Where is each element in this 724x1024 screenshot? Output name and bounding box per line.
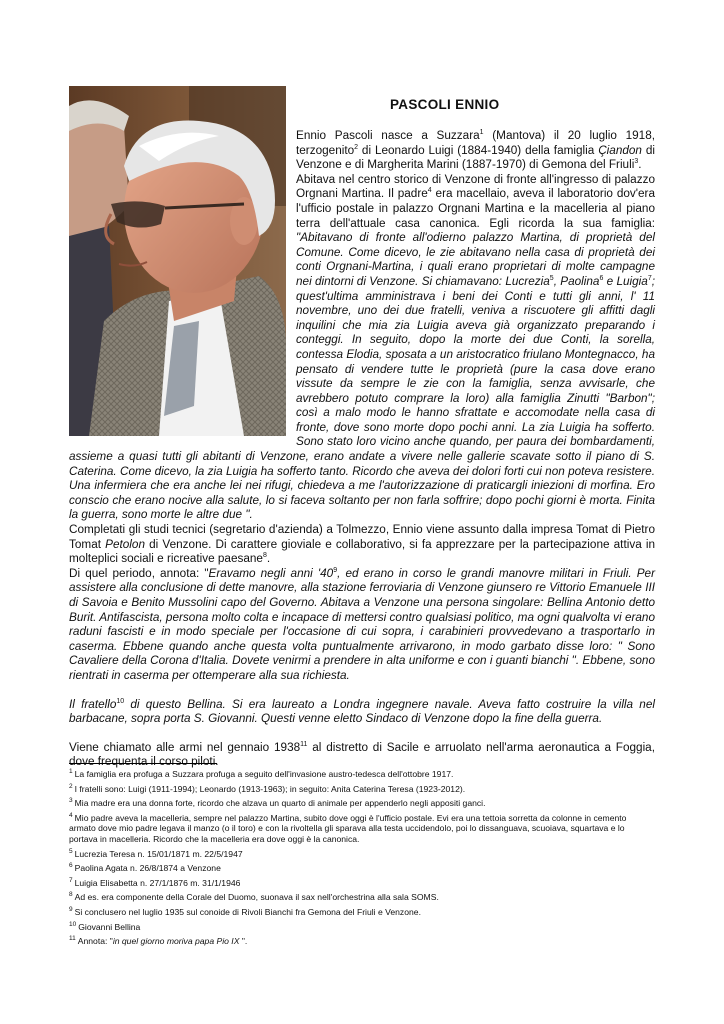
text-run: Mio padre aveva la macelleria, sempre nel palazzo Martina, subito dove oggi è l'ufficio postale. Evi era una tettoia sorretta da colonne in cemento armato dove mio padre legava il manzo (o il toro) e con la rivoltella gli sparava alla testa uccidendolo, poi lo dissanguava, scuoiava, squartava e lo portava in macelleria. Ricordo che la macelleria era dove oggi è la canonica. (69, 812, 627, 844)
footnote-text (73, 878, 241, 888)
page-title: PASCOLI ENNIO (390, 97, 500, 112)
footnote-item (69, 798, 655, 809)
italic-run: di questo Bellina. Si era laureato a Londra ingegnere navale. Aveva fatto costruire la villa nel barbacane, sopra porta S. Giovanni. Questi venne eletto Sindaco di Venzone dopo la fine della guerra. (69, 697, 655, 726)
text-run: ". (241, 936, 248, 947)
footnote-text (73, 849, 243, 859)
text-run: I fratelli sono: Luigi (1911-1994); Leonardo (1913-1963); in seguito: Anita Caterina Teresa (1923-2012). (74, 783, 466, 794)
footnote-number: 11 (69, 935, 76, 943)
italic-run: Il fratello (69, 697, 117, 711)
text-run: Di quel periodo, annota: " (69, 566, 209, 580)
footnote-text (73, 863, 221, 873)
italic-run: Çiandon (598, 143, 642, 157)
text-run: Mia madre era una donna forte, ricordo che alzava un quarto di animale per appenderlo negli appositi ganci. (74, 798, 486, 809)
footnote-ref: 2 (354, 143, 359, 151)
footnote-ref: 4 (427, 187, 432, 195)
text-run: La famiglia era profuga a Suzzara profuga a seguito dell'invasione austro-tedesca dell'ottobre 1917. (74, 769, 454, 779)
footnote-text (73, 784, 465, 794)
footnote-ref: 7 (647, 275, 652, 283)
footnote-item (69, 922, 655, 933)
footnote-ref: 6 (599, 275, 604, 283)
footnote-item (69, 849, 655, 860)
footnote-text (76, 936, 248, 946)
text-run: Viene chiamato alle armi nel gennaio 1938 (69, 740, 301, 754)
text-run: Paolina Agata n. 26/8/1874 a Venzone (74, 863, 221, 874)
text-run: era macellaio, aveva il laboratorio dov'era l'ufficio postale in palazzo Orgnani Martina e la macelleria al piano terra dell'attuale casa canonica. Egli ricorda la sua famiglia: (296, 187, 655, 230)
italic-run: Petolon (105, 537, 145, 551)
footnote-number: 4 (69, 811, 73, 819)
paragraph-3 (69, 523, 655, 567)
footnote-ref: 10 (116, 697, 125, 705)
footnote-ref: 9 (333, 566, 338, 574)
paragraph-5 (69, 698, 655, 727)
text-run: . (638, 158, 642, 172)
footnote-item (69, 907, 655, 918)
footnote-item (69, 936, 655, 947)
footnote-ref: 5 (549, 275, 554, 283)
footnote-number: 8 (69, 891, 73, 899)
footnote-number: 1 (69, 768, 73, 776)
footnote-text (76, 922, 140, 932)
italic-run: "Abitavano di fronte all'odierno palazzo Martina, di proprietà del Comune. Come dicevo, le zie abitavano nella casa di proprietà dei conti Orgnani-Martina, i quali erano proprietari di molte campagne nei dintorni di Venzone. Si chiamavano: Lucrezia (296, 231, 655, 288)
italic-run: , ed erano in corso le grandi manovre militari in Friuli. Per assistere alla conclusione di dette manovre, alla stazione ferroviaria di Venzone giunsero re Vittorio Emanuele III di Savoia e Benito Mussolini capo del Governo. Abitava a Venzone una persona singolare: Bellina Antonio detto Burit. Antifascista, persona molto colta e incapace di mettersi contro qualsiasi politico, ma ogni qualvolta vi erano raduni fascisti e in modo speciale per l'occasione di cui sopra, i carabinieri provvedevano a trasportarlo in caserma. Ebbene quando anche questa volta puntualmente arrivarono, in modo garbato disse loro: " Sono Cavaliere della Corona d'Italia. Dovete venirmi a prendere in alta uniforme e con i guanti bianchi ". Ebbene, sono rientrati in caserma per ottemperare alla sua richiesta. (69, 566, 655, 682)
text-run: Completati gli studi tecnici (segretario d'azienda) a Tolmezzo, Ennio viene assunto dalla impresa Tomat di Pietro Tomat (69, 523, 655, 551)
text-run: di Leonardo Luigi (1884-1940) della famiglia (358, 143, 599, 157)
footnote-number: 7 (69, 876, 73, 884)
text-run: Si conclusero nel luglio 1935 sul conoide di Rivoli Bianchi fra Gemona del Friuli e Venzone. (74, 906, 421, 917)
italic-run: in quel giorno moriva papa Pio IX (112, 936, 242, 947)
text-run: di Venzone. Di carattere gioviale e collaborativo, si fa apprezzare per la partecipazione attiva in molteplici sociali e ricreative paesane (69, 537, 656, 566)
footnote-number: 10 (69, 920, 77, 928)
footnote-number: 5 (69, 847, 73, 855)
text-run: Giovanni Bellina (78, 921, 141, 932)
text-run: di Venzone e di Margherita Marini (1887-1970) di Gemona del Friuli (296, 143, 655, 172)
footnote-ref: 8 (262, 552, 267, 560)
text-run: Abitava nel centro storico di Venzone di fronte all'ingresso di palazzo Orgnani Martina. Il padre (296, 172, 655, 201)
main-text (69, 129, 655, 770)
footnote-text (73, 892, 439, 902)
footnote-ref: 11 (300, 740, 308, 748)
footnote-item (69, 878, 655, 889)
paragraph-6 (69, 741, 655, 770)
footnote-number: 2 (69, 782, 73, 790)
text-run: al distretto di Sacile e arruolato nell'arma aeronautica a Foggia, dove frequenta il corso piloti. (69, 740, 655, 769)
italic-run: ; quest'ultima amministrava i beni dei Conti e tutti gli anni, l' 11 novembre, uno dei due fratelli, veniva a riscuotere gli affitti dagli inquilini che mia zia Luigia aveva già organizzato preparando i conteggi. In seguito, dopo la morte dei due Conti, la sorella, contessa Elodia, sposata a un aristocratico friulano Montegnacco, ha pensato di vendere tutte le proprietà (pure la casa dove erano vissute da sempre le zie con la famiglia, senza avvisarle, che avrebbero potuto comprare la loro) alla famiglia Zinutti "Barbon"; così a malo modo le hanno sfrattate e accomodate nella casa di fronte, dove sono morte dopo pochi anni. La zia Luigia ha sofferto. Sono stato loro vicino anche quando, per paura dei bombardamenti, assieme a quasi tutti gli abitanti di Venzone, erano andate a vivere nelle gallerie scavate sotto il piano di S. Caterina. Come dicevo, la zia Luigia ha sofferto tanto. Ricordo che aveva dei dolori forti cui non poteva resistere. Una infermiera che era anche lei nei rifugi, chiedeva a me l'autorizzazione di praticargli iniezioni di morfina. Ero conscio che erano nocive alla salute, lo si faceva soltanto per non farla soffrire; dopo pochi giorni è morta. Finita la guerra, sono morte le altre due ". (69, 274, 655, 522)
text-run: Lucrezia Teresa n. 15/01/1871 m. 22/5/1947 (74, 848, 243, 859)
paragraph-4 (69, 567, 655, 684)
text-run: Ad es. era componente della Corale del Duomo, suonava il sax nell'orchestrina alla sala SOMS. (74, 892, 439, 903)
footnote-text (69, 813, 626, 844)
text-run: Ennio Pascoli nasce a Suzzara (296, 129, 480, 142)
italic-run: e Luigia (603, 274, 648, 288)
photo-spacer (69, 129, 296, 439)
footnote-item (69, 863, 655, 874)
italic-run: , Paolina (553, 274, 600, 288)
text-run: Annota: " (77, 936, 113, 947)
italic-run: Eravamo negli anni '40 (208, 566, 334, 580)
text-run: (Mantova) il 20 luglio 1918, terzogenito (296, 129, 655, 157)
footnote-item (69, 892, 655, 903)
footnote-number: 6 (69, 862, 73, 870)
footnote-separator (69, 763, 217, 764)
footnote-ref: 3 (634, 158, 639, 166)
footnote-item (69, 784, 655, 795)
footnote-text (73, 798, 486, 808)
footnote-number: 3 (69, 797, 73, 805)
footnote-number: 9 (69, 906, 73, 914)
footnote-ref: 1 (479, 129, 484, 137)
footnotes (69, 769, 655, 951)
text-run: Luigia Elisabetta n. 27/1/1876 m. 31/1/1946 (74, 877, 241, 888)
footnote-item (69, 813, 655, 845)
footnote-text (73, 769, 454, 779)
footnote-item (69, 769, 655, 780)
text-run: . (266, 552, 271, 566)
footnote-text (73, 907, 421, 917)
